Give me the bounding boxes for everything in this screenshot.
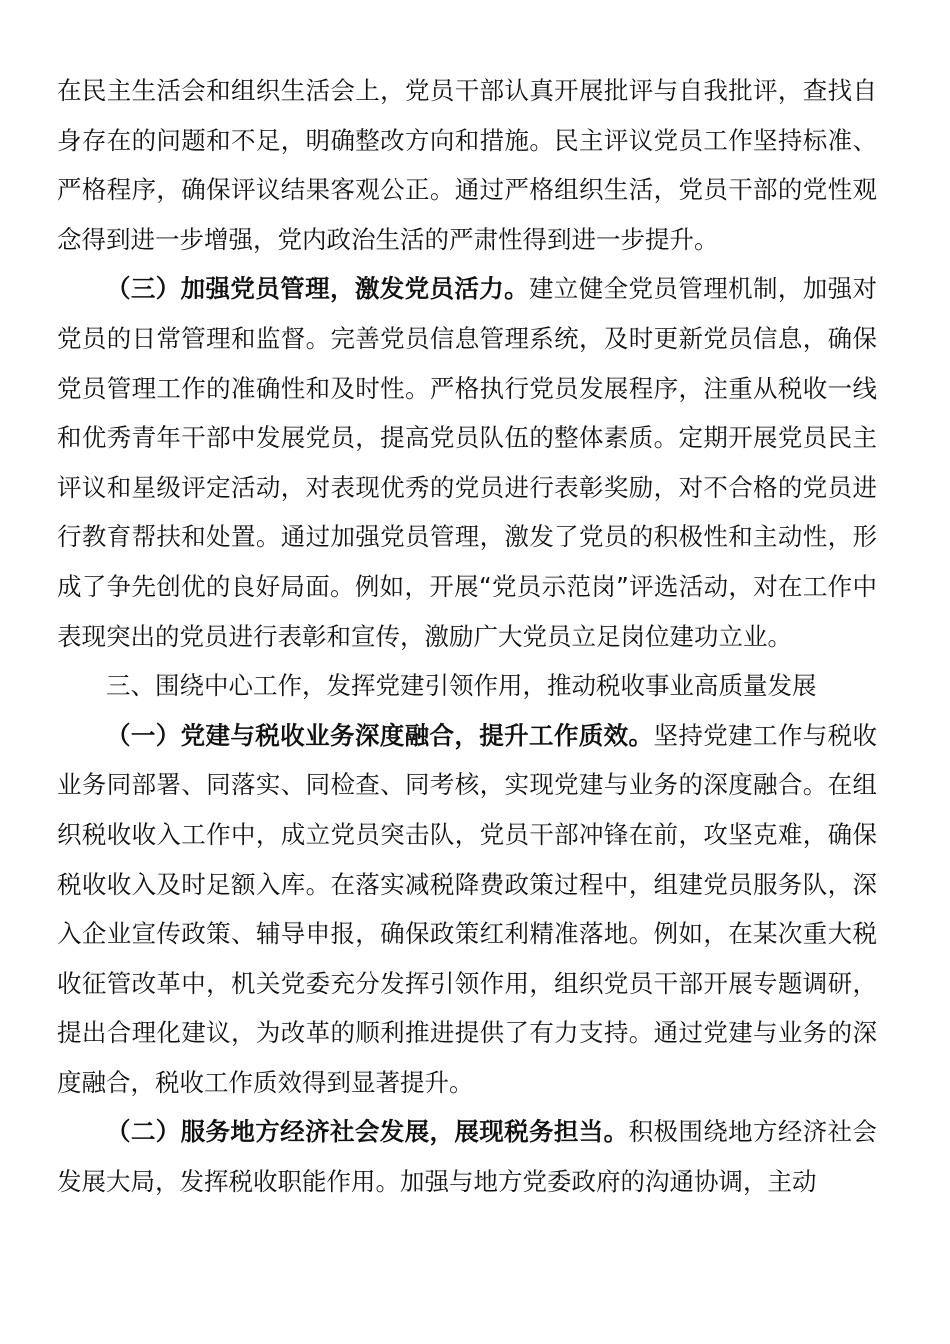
paragraph-member-management (57, 264, 877, 661)
document-page (57, 66, 877, 1207)
paragraph-continuation (57, 66, 877, 264)
paragraph-local-development (57, 1107, 877, 1206)
section-heading-three: 三、围绕中心工作，发挥党建引领作用，推动税收事业高质量发展 (106, 671, 817, 701)
paragraph-body: 在民主生活会和组织生活会上，党员干部认真开展批评与自我批评，查找自身存在的问题和不足，明确整改方向和措施。民主评议党员工作坚持标准、严格程序，确保评议结果客观公正。通过严格组织生活，党员干部的党性观念得到进一步增强，党内政治生活的严肃性得到进一步提升。 (57, 76, 877, 254)
paragraph-body: 建立健全党员管理机制，加强对党员的日常管理和监督。完善党员信息管理系统，及时更新党员信息，确保党员管理工作的准确性和及时性。严格执行党员发展程序，注重从税收一线和优秀青年干部中发展党员，提高党员队伍的整体素质。定期开展党员民主评议和星级评定活动，对表现优秀的党员进行表彰奖励，对不合格的党员进行教育帮扶和处置。通过加强党员管理，激发了党员的积极性和主动性，形成了争先创优的良好局面。例如，开展“党员示范岗”评选活动，对在工作中表现突出的党员进行表彰和宣传，激励广大党员立足岗位建功立业。 (57, 274, 877, 651)
paragraph-business-integration (57, 711, 877, 1108)
paragraph-lead: （二）服务地方经济社会发展，展现税务担当。 (106, 1117, 629, 1147)
paragraph-lead: （一）党建与税收业务深度融合，提升工作质效。 (106, 720, 654, 750)
paragraph-body: 积极围绕地方经济社会发展大局，发挥税收职能作用。加强与地方党委政府的沟通协调，主动 (57, 1117, 878, 1197)
paragraph-lead: （三）加强党员管理，激发党员活力。 (106, 274, 530, 304)
paragraph-body: 坚持党建工作与税收业务同部署、同落实、同检查、同考核，实现党建与业务的深度融合。在组织税收收入工作中，成立党员突击队，党员干部冲锋在前，攻坚克难，确保税收收入及时足额入库。在落实减税降费政策过程中，组建党员服务队，深入企业宣传政策、辅导申报，确保政策红利精准落地。例如，在某次重大税收征管改革中，机关党委充分发挥引领作用，组织党员干部开展专题调研，提出合理化建议，为改革的顺利推进提供了有力支持。通过党建与业务的深度融合，税收工作质效得到显著提升。 (57, 720, 878, 1097)
